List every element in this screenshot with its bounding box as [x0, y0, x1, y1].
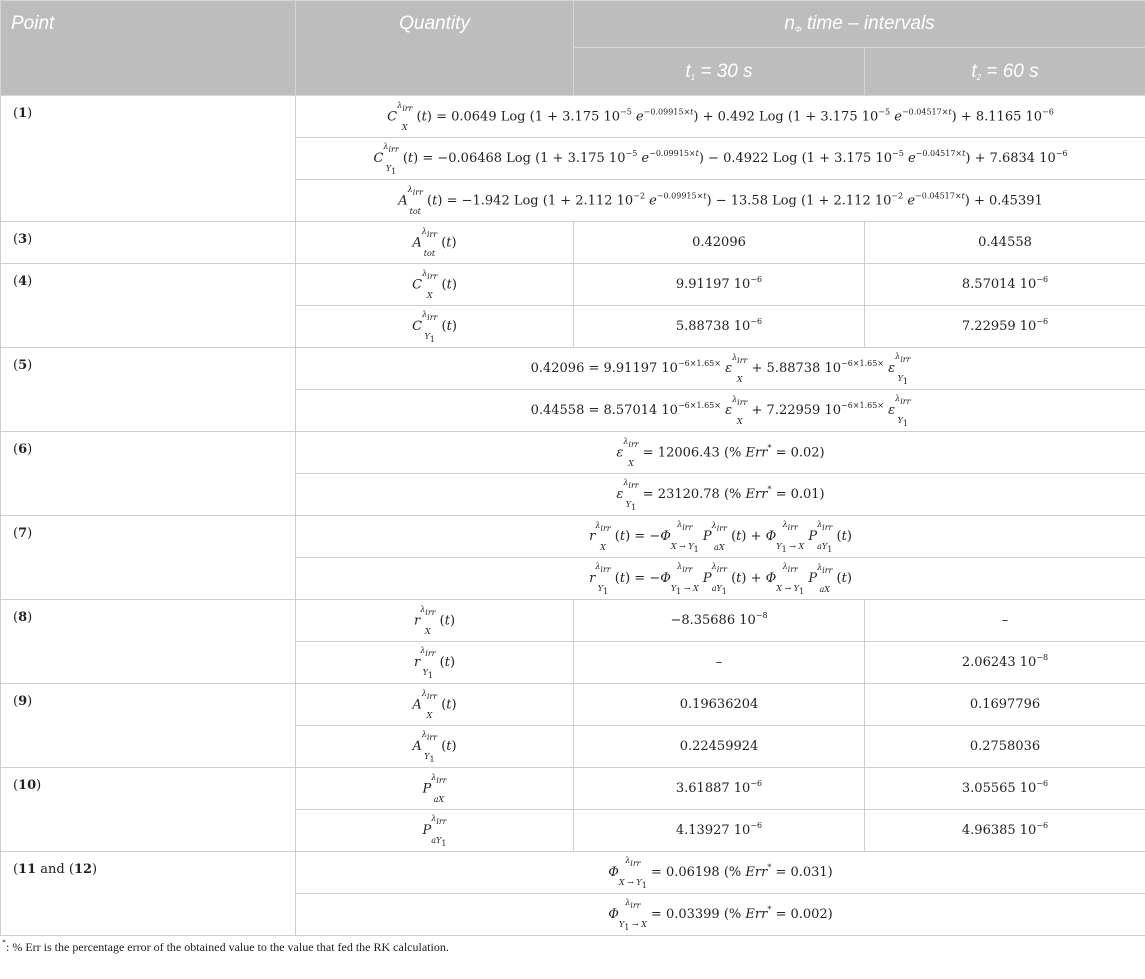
value-t1 — [574, 264, 865, 306]
value-t2-exponent: −6 — [1036, 779, 1049, 788]
equation-t2: 0.44558 = 8.57014 $10^{-6\times 1.65\times}$ $\varepsilon^{\lambda_{irr}}$ $_X$ + 7.22959 $10^{-6\times 1.65\times}$ $\varepsilon^{\lambda_{irr}}$ $_{Y_1}$ — [296, 390, 1145, 432]
value-t2 — [865, 306, 1145, 348]
value-t1 — [574, 600, 865, 642]
quantity-pay1: $P^{\lambda_{irr}}$ $_{aY_1}$ — [296, 810, 574, 852]
value-t1: – — [574, 642, 865, 684]
quantity-rx: $r^{\lambda_{irr}}$ $_X$ (t) — [296, 600, 574, 642]
phi-x-to-y1-error: = 0.031) — [771, 865, 833, 880]
point-label: (6) — [1, 432, 296, 516]
point-number: 9 — [18, 694, 28, 709]
point-number: 12 — [73, 862, 93, 877]
header-t1-sub: 1 — [690, 72, 696, 82]
footnote-text: : % Err is the percentage error of the obtained value to the value that fed the RK calculation. — [6, 940, 449, 954]
equation-t1: 0.42096 = 9.91197 $10^{-6\times 1.65\times}$ $\varepsilon^{\lambda_{irr}}$ $_X$ + 5.88738 $10^{-6\times 1.65\times}$ $\varepsilon^{\lambda_{irr}}$ $_{Y_1}$ — [296, 348, 1145, 390]
epsilon-y1: $\varepsilon^{\lambda_{irr}}$ $_{Y_1}$ = 23120.78 (% Err* = 0.01) — [296, 474, 1145, 516]
point-label: (10) — [1, 768, 296, 852]
header-quantity: Quantity — [296, 1, 574, 96]
formula-ry1: $r^{\lambda_{irr}}$ $_{Y_1}$ $(t) = -\Phi^{\lambda_{irr}}$ $_{Y_1 \to X}$ $P^{\lambda_{irr}}$ $_{aY_1}$ $(t) + \Phi^{\lambda_{irr}}$ $_{X \to Y_1}$ $P^{\lambda_{irr}}$ $_{aX}$ (t) — [296, 558, 1145, 600]
value-t1 — [574, 810, 865, 852]
epsilon-x-value: = 12006.43 (% — [638, 445, 746, 460]
point-number: 10 — [18, 778, 37, 793]
header-time-intervals — [574, 1, 1145, 48]
point-label: (11 and (12) — [1, 852, 296, 936]
quantity-cy1: $C^{\lambda_{irr}}$ $_{Y_1}$ (t) — [296, 306, 574, 348]
quantity-cx: $C^{\lambda_{irr}}$ $_X$ (t) — [296, 264, 574, 306]
formula-cy1: $C^{\lambda_{irr}}$ $_{Y_1}$ (t) = −0.06468 Log (1 + 3.175 $10^{-5}$ $e^{-0.09915\times t}) - 0.4922$ Log (1 + 3.175 $10^{-5}$ $e^{-0.04517\times t}) + 7.6834$ $10^{-6}$ — [296, 138, 1145, 180]
footnote-mark: * — [2, 938, 6, 947]
phi-x-to-y1: $\Phi^{\lambda_{irr}}$ $_{X \to Y_1}$ = 0.06198 (% Err* = 0.031) — [296, 852, 1145, 894]
epsilon-x: $\varepsilon^{\lambda_{irr}}$ $_X$ = 12006.43 (% Err* = 0.02) — [296, 432, 1145, 474]
value-t2 — [865, 810, 1145, 852]
value-t2: – — [865, 600, 1145, 642]
value-t1: 0.22459924 — [574, 726, 865, 768]
value-t1-exponent: −6 — [750, 275, 763, 284]
quantity-pax: $P^{\lambda_{irr}}$ $_{aX}$ — [296, 768, 574, 810]
formula-atot: $A^{\lambda_{irr}}$ $_{tot}$ (t) = −1.942 Log (1 + 2.112 $10^{-2}$ $e^{-0.09915\times t}) - 13.58$ Log (1 + 2.112 $10^{-2}$ $e^{-0.04517\times t}) + 0.45391$ — [296, 180, 1145, 222]
point-label: (7) — [1, 516, 296, 600]
quantity-ry1: $r^{\lambda_{irr}}$ $_{Y_1}$ (t) — [296, 642, 574, 684]
value-t1-exponent: −6 — [750, 779, 763, 788]
epsilon-y1-value: = 23120.78 (% — [638, 487, 746, 502]
point-label: (1) — [1, 96, 296, 222]
epsilon-x-error: = 0.02) — [771, 445, 825, 460]
value-t2-mantissa: 3.05565 10 — [961, 781, 1037, 796]
header-point: Point — [1, 1, 296, 96]
value-t2-exponent: −6 — [1036, 275, 1049, 284]
header-t2-var: t — [971, 60, 977, 82]
formula-cx: $C^{\lambda_{irr}}$ $_X$ (t) = 0.0649 Log (1 + 3.175 $10^{-5}$ $e^{-0.09915\times t}) + 0.492$ Log (1 + 3.175 $10^{-5}$ $e^{-0.04517\times t}) + 8.1165$ $10^{-6}$ — [296, 96, 1145, 138]
header-t1 — [574, 48, 865, 96]
epsilon-y1-error: = 0.01) — [771, 487, 825, 502]
phi-y1-to-x-error: = 0.002) — [771, 907, 833, 922]
point-number: 4 — [18, 274, 28, 289]
value-t2: 0.2758036 — [865, 726, 1145, 768]
point-label-joiner: and ( — [36, 862, 74, 877]
value-t1-mantissa: 4.13927 10 — [675, 823, 751, 838]
value-t2-mantissa: 4.96385 10 — [961, 823, 1037, 838]
formula-rx: $r^{\lambda_{irr}}$ $_X$ $(t) = -\Phi^{\lambda_{irr}}$ $_{X \to Y_1}$ $P^{\lambda_{irr}}$ $_{aX}$ $(t) + \Phi^{\lambda_{irr}}$ $_{Y_1 \to X}$ $P^{\lambda_{irr}}$ $_{aY_1}$ (t) — [296, 516, 1145, 558]
value-t2-mantissa: 7.22959 10 — [961, 319, 1037, 334]
phi-y1-to-x: $\Phi^{\lambda_{irr}}$ $_{Y_1 \to X}$ = 0.03399 (% Err* = 0.002) — [296, 894, 1145, 936]
quantity-ay1: $A^{\lambda_{irr}}$ $_{Y_1}$ (t) — [296, 726, 574, 768]
point-number: 7 — [18, 526, 28, 541]
value-t1-mantissa: −8.35686 10 — [670, 613, 756, 628]
value-t1-mantissa: 9.91197 10 — [675, 277, 751, 292]
header-t2-value: = 60 s — [981, 60, 1039, 82]
point-number: 1 — [18, 106, 28, 121]
footnote — [2, 940, 1143, 955]
value-t1-mantissa: 5.88738 10 — [675, 319, 751, 334]
point-label: (8) — [1, 600, 296, 684]
value-t2-mantissa: 8.57014 10 — [961, 277, 1037, 292]
value-t1-exponent: −8 — [755, 611, 768, 620]
point-number: 6 — [18, 442, 28, 457]
value-t2-mantissa: 2.06243 10 — [961, 655, 1037, 670]
header-t2 — [865, 48, 1145, 96]
quantity-atot: $A^{\lambda_{irr}}$ $_{tot}$ (t) — [296, 222, 574, 264]
point-label: (3) — [1, 222, 296, 264]
value-t1 — [574, 768, 865, 810]
value-t2 — [865, 264, 1145, 306]
value-t1: 0.19636204 — [574, 684, 865, 726]
value-t2 — [865, 642, 1145, 684]
phi-x-to-y1-value: = 0.06198 (% — [646, 865, 746, 880]
header-time-intervals-n: n — [784, 13, 795, 34]
quantity-ax: $A^{\lambda_{irr}}$ $_X$ (t) — [296, 684, 574, 726]
value-t1 — [574, 306, 865, 348]
value-t2: 0.1697796 — [865, 684, 1145, 726]
point-number: 11 — [18, 862, 37, 877]
value-t1-exponent: −6 — [750, 317, 763, 326]
point-number: 5 — [18, 358, 28, 373]
value-t2 — [865, 768, 1145, 810]
value-t2-exponent: −6 — [1036, 317, 1049, 326]
value-t2-exponent: −8 — [1036, 653, 1049, 662]
value-t1: 0.42096 — [574, 222, 865, 264]
header-t1-value: = 30 s — [695, 60, 753, 82]
header-time-intervals-text: time – intervals — [801, 13, 935, 34]
value-t2-exponent: −6 — [1036, 821, 1049, 830]
point-number: 3 — [18, 232, 28, 247]
point-label: (5) — [1, 348, 296, 432]
phi-y1-to-x-value: = 0.03399 (% — [646, 907, 746, 922]
value-t1-mantissa: 3.61887 10 — [675, 781, 751, 796]
header-time-intervals-sub: Φ — [794, 25, 802, 34]
header-t2-sub: 2 — [976, 72, 982, 82]
value-t1-exponent: −6 — [750, 821, 763, 830]
value-t2: 0.44558 — [865, 222, 1145, 264]
point-label: (9) — [1, 684, 296, 768]
header-t1-var: t — [685, 60, 691, 82]
point-number: 8 — [18, 610, 28, 625]
point-label: (4) — [1, 264, 296, 348]
